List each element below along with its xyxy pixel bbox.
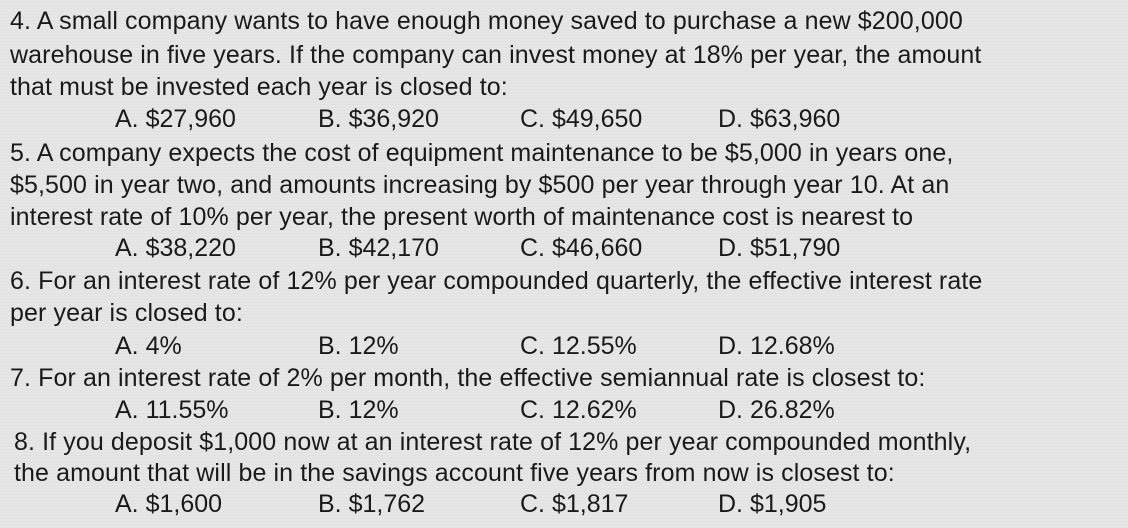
question-5-line-3: interest rate of 10% per year, the present worth of maintenance cost is nearest to	[10, 203, 914, 231]
question-5-option-a: A. $38,220	[115, 234, 236, 262]
question-6-option-a: A. 4%	[115, 332, 182, 360]
question-8-option-c: C. $1,817	[520, 490, 629, 518]
question-5-option-d: D. $51,790	[718, 234, 841, 262]
question-8-option-d: D. $1,905	[718, 490, 827, 518]
question-4-option-b: B. $36,920	[318, 105, 439, 133]
question-5-line-2: $5,500 in year two, and amounts increasing by $500 per year through year 10. At an	[10, 171, 950, 199]
question-6-line-1: 6. For an interest rate of 12% per year compounded quarterly, the effective interest rate	[10, 267, 983, 295]
question-4-line-3: that must be invested each year is closed to:	[10, 73, 508, 101]
question-7-line-1: 7. For an interest rate of 2% per month, the effective semiannual rate is closest to:	[10, 364, 926, 392]
question-6-option-d: D. 12.68%	[718, 332, 835, 360]
question-4-option-a: A. $27,960	[115, 105, 236, 133]
question-8-option-b: B. $1,762	[318, 490, 426, 518]
question-6-line-2: per year is closed to:	[10, 299, 243, 327]
question-8-option-a: A. $1,600	[115, 490, 223, 518]
question-7-option-b: B. 12%	[318, 396, 399, 424]
question-5-line-1: 5. A company expects the cost of equipment maintenance to be $5,000 in years one,	[10, 139, 954, 167]
cropped-previous-line	[0, 0, 1128, 2]
cropped-text-fragment	[300, 0, 313, 2]
question-4-option-d: D. $63,960	[718, 105, 841, 133]
question-8-line-2: the amount that will be in the savings account five years from now is closest to:	[14, 459, 895, 487]
question-4-line-2: warehouse in five years. If the company can invest money at 18% per year, the amount	[10, 41, 982, 69]
question-4-option-c: C. $49,650	[520, 105, 643, 133]
question-8-line-1: 8. If you deposit $1,000 now at an interest rate of 12% per year compounded monthly,	[14, 428, 972, 456]
question-6-option-c: C. 12.55%	[520, 332, 637, 360]
question-7-option-c: C. 12.62%	[520, 396, 637, 424]
question-7-option-a: A. 11.55%	[115, 396, 229, 424]
question-5-option-b: B. $42,170	[318, 234, 439, 262]
question-7-option-d: D. 26.82%	[718, 396, 835, 424]
question-6-option-b: B. 12%	[318, 332, 399, 360]
question-4-line-1: 4. A small company wants to have enough money saved to purchase a new $200,000	[10, 7, 963, 35]
question-5-option-c: C. $46,660	[520, 234, 643, 262]
